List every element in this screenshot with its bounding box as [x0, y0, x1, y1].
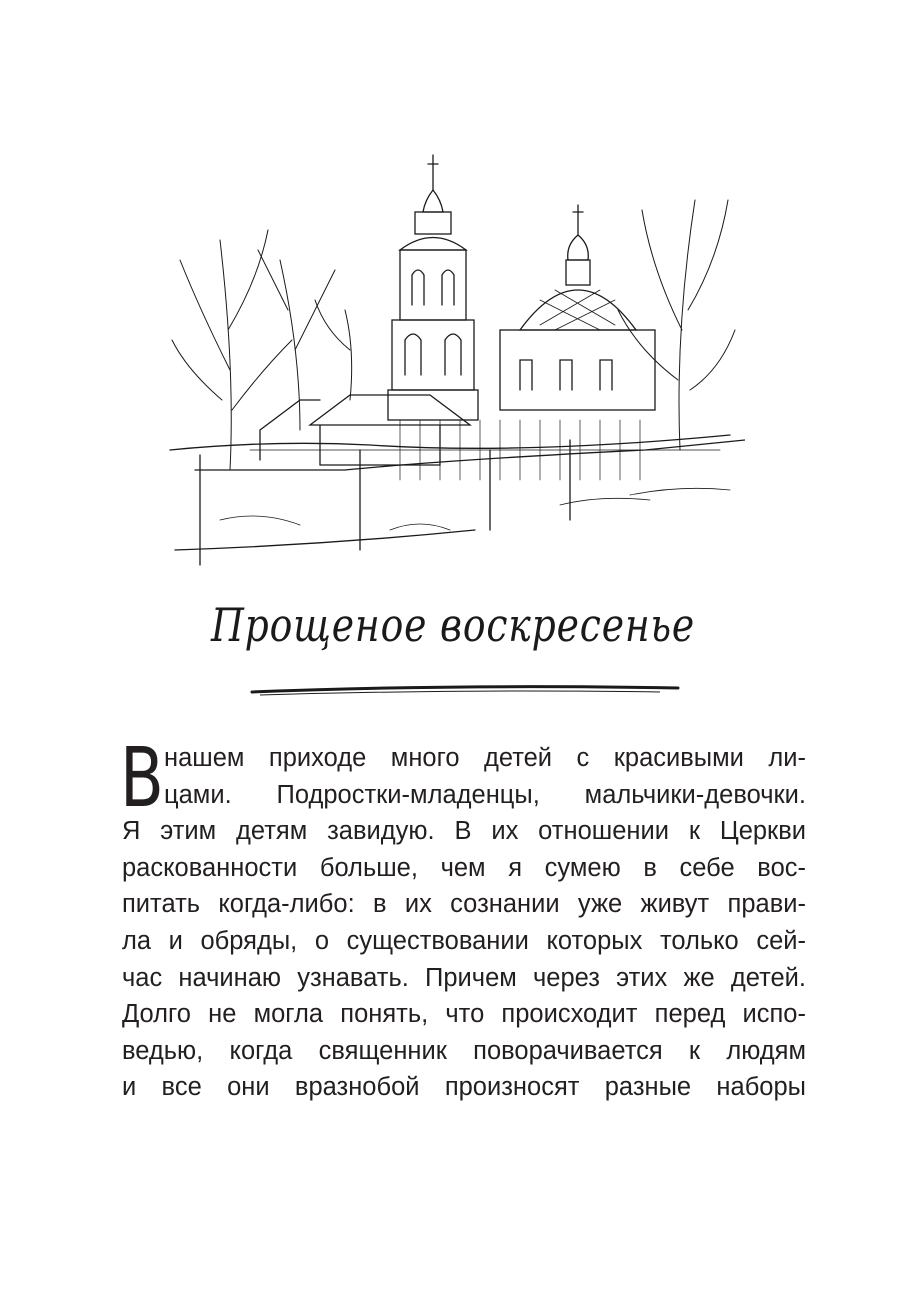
trees	[172, 200, 735, 470]
church-dome	[500, 205, 655, 410]
text-line: Я этим детям завидую. В их отношении к Церкви	[122, 817, 806, 846]
text-line: ла и обряды, о существовании которых только сей-	[122, 926, 806, 955]
title-underline-stroke	[250, 680, 680, 700]
text-line: Долго не могла понять, что происходит перед испо-	[122, 1000, 806, 1029]
drop-cap: В	[120, 731, 164, 826]
body-text	[120, 731, 806, 1106]
chapter-title: Прощеное воскресенье	[210, 598, 696, 652]
text-line: нашем приходе много детей с красивыми ли-	[164, 744, 806, 772]
text-line: час начинаю узнавать. Причем через этих же детей.	[122, 963, 806, 992]
text-line: ведью, когда священник поворачивается к людям	[122, 1036, 806, 1065]
bell-tower	[388, 155, 478, 420]
church-sketch-illustration	[160, 150, 745, 580]
text-line: раскованности больше, чем я сумею в себе вос-	[122, 853, 806, 882]
text-line: и все они вразнобой произносят разные наборы	[122, 1073, 806, 1102]
text-line: цами. Подростки-младенцы, мальчики-девочки.	[164, 780, 806, 809]
text-line: питать когда-либо: в их сознании уже живут прави-	[122, 890, 806, 919]
